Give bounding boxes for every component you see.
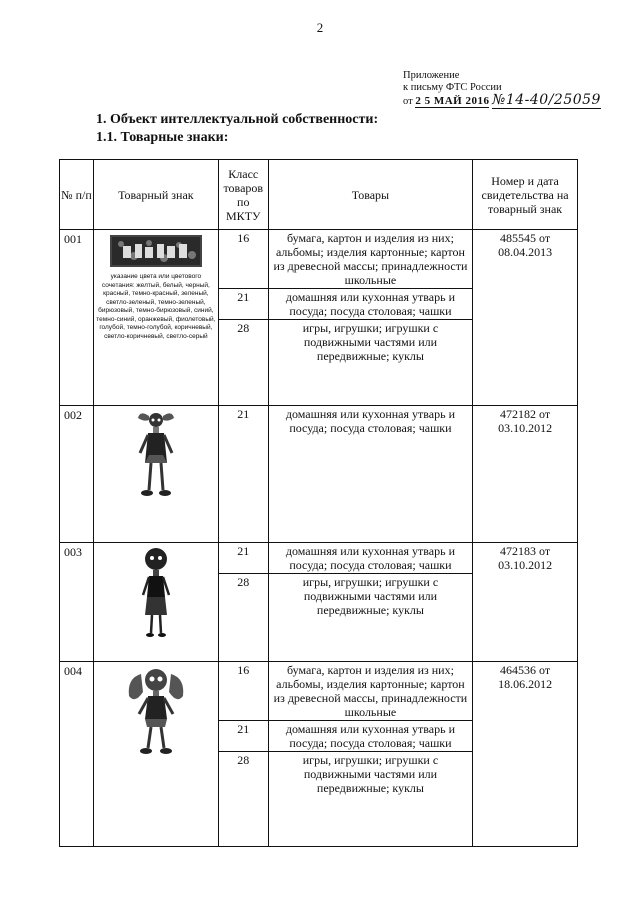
table-header-row (60, 160, 578, 230)
goods-cell: домашняя или кухонная утварь и посуда; посуда столовая; чашки (268, 543, 472, 574)
trademark-cell (93, 662, 218, 847)
header-mark: Товарный знак (93, 160, 218, 230)
character-figure-image (131, 545, 181, 640)
class-cell: 28 (218, 574, 268, 662)
appendix-line1: Приложение (403, 70, 460, 81)
registration-cell: 472182 от 03.10.2012 (473, 406, 578, 543)
class-cell: 21 (218, 721, 268, 752)
row-number: 003 (60, 543, 94, 662)
class-cell: 28 (218, 752, 268, 847)
table-row (60, 230, 578, 289)
letter-number: №14-40/25059 (492, 92, 601, 108)
goods-cell: домашняя или кухонная утварь и посуда; посуда столовая; чашки (268, 406, 472, 543)
registration-cell: 464536 от 18.06.2012 (473, 662, 578, 847)
trademark-cell (93, 406, 218, 543)
section-heading: 1. Объект интеллектуальной собственности: (96, 112, 379, 127)
page-number: 2 (316, 20, 324, 35)
table-row (60, 543, 578, 574)
goods-cell: бумага, картон и изделия из них; альбомы, изделия картонные; картон из древесной массы, принадлежности школьные (268, 662, 472, 721)
registration-cell: 485545 от 08.04.2013 (473, 230, 578, 406)
goods-cell: игры, игрушки; игрушки с подвижными частями или передвижные; куклы (268, 320, 472, 406)
character-figure-image (126, 408, 186, 503)
goods-cell: бумага, картон и изделия из них; альбомы; изделия картонные; картон из древесной массы; принадлежности школьные (268, 230, 472, 289)
appendix-block (403, 70, 601, 108)
class-cell: 21 (218, 289, 268, 320)
row-number: 004 (60, 662, 94, 847)
goods-cell: игры, игрушки; игрушки с подвижными частями или передвижные; куклы (268, 752, 472, 847)
goods-cell: домашняя или кухонная утварь и посуда; посуда столовая; чашки (268, 721, 472, 752)
header-goods: Товары (268, 160, 472, 230)
subsection-heading: 1.1. Товарные знаки: (96, 130, 229, 145)
class-cell: 21 (218, 406, 268, 543)
character-figure-image (121, 664, 191, 759)
date-stamp: 2 5 МАЙ 2016 (415, 95, 490, 107)
row-number: 002 (60, 406, 94, 543)
trademark-color-description: указание цвета или цветового сочетания: желтый, белый, черный, красный, темно-красный, зеленый, светло-зеленый, темно-зеленый, бирюзовый, темно-бирюзовый, синий, темно-синий, оранжевый, фиолетовый, голубой, темно-голубой, коричневый, светло-коричневый, светло-серый (96, 273, 216, 340)
trademark-logo-image (109, 234, 203, 268)
header-class: Класс товаров по МКТУ (218, 160, 268, 230)
row-number: 001 (60, 230, 94, 406)
header-num: № п/п (60, 160, 94, 230)
table-row (60, 406, 578, 543)
class-cell: 28 (218, 320, 268, 406)
registration-cell: 472183 от 03.10.2012 (473, 543, 578, 662)
class-cell: 16 (218, 662, 268, 721)
table-row (60, 662, 578, 721)
appendix-date-prefix: от (403, 96, 413, 107)
header-reg: Номер и дата свидетельства на товарный знак (473, 160, 578, 230)
trademark-cell (93, 543, 218, 662)
goods-cell: домашняя или кухонная утварь и посуда; посуда столовая; чашки (268, 289, 472, 320)
goods-cell: игры, игрушки; игрушки с подвижными частями или передвижные; куклы (268, 574, 472, 662)
appendix-line2: к письму ФТС России (403, 82, 502, 93)
class-cell: 21 (218, 543, 268, 574)
appendix-date-row (403, 94, 601, 108)
trademark-table (59, 159, 578, 847)
class-cell: 16 (218, 230, 268, 289)
trademark-cell (93, 230, 218, 406)
